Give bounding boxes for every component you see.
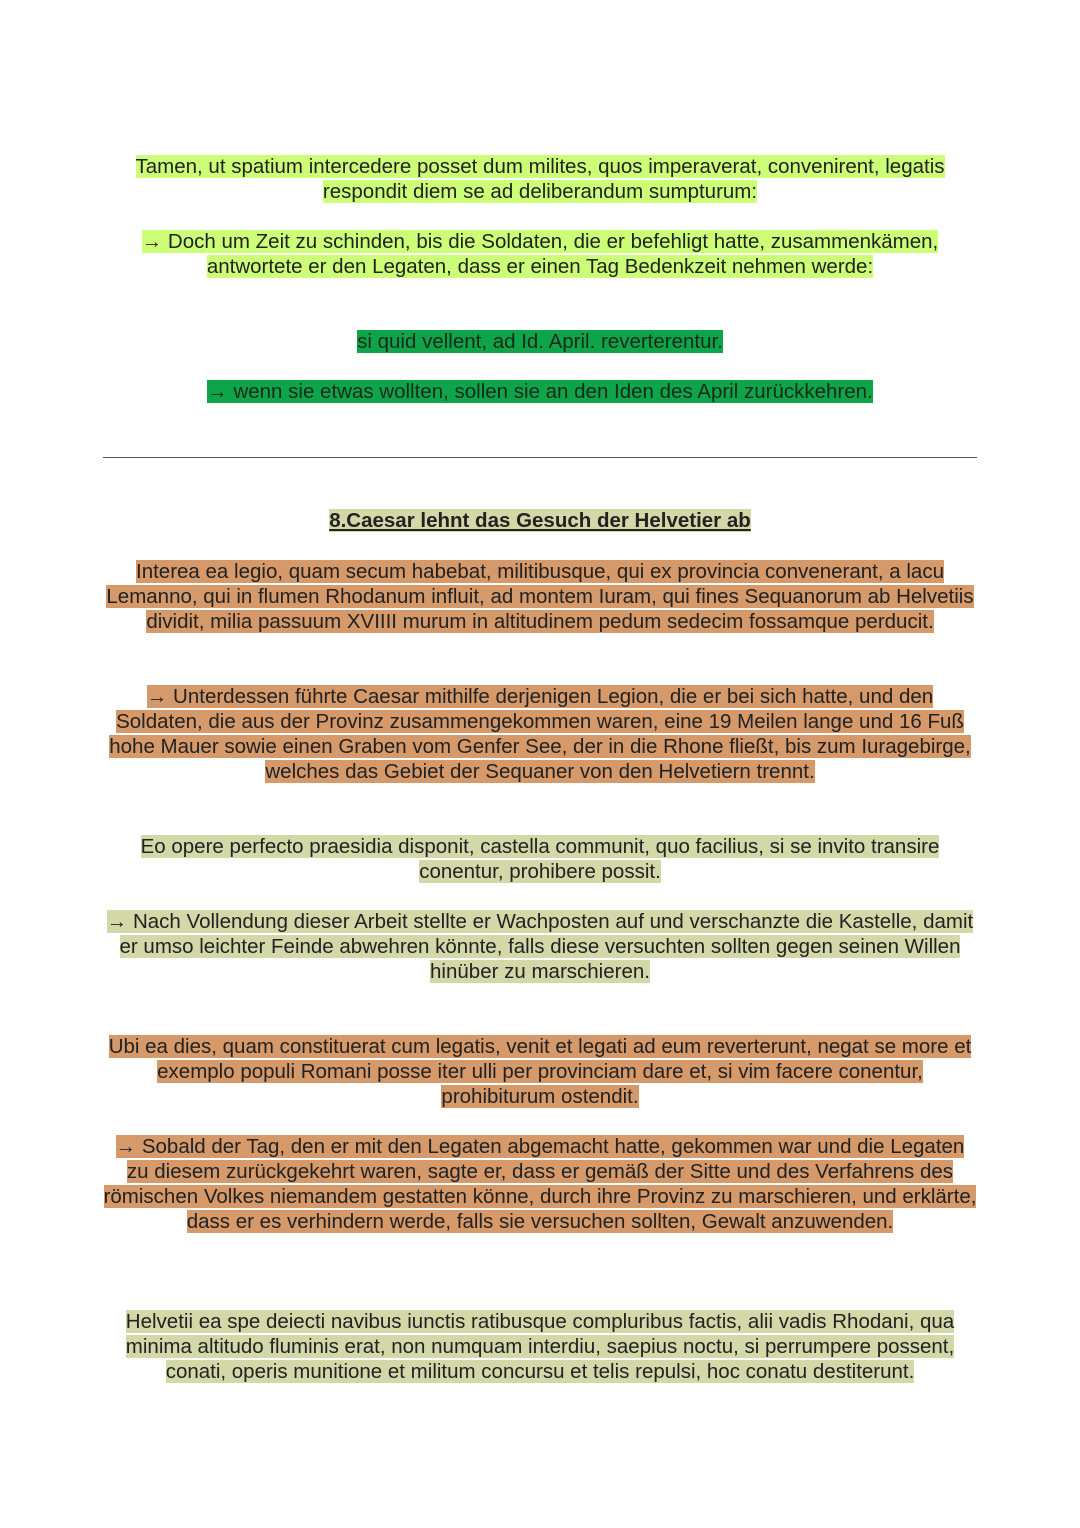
german-text: → wenn sie etwas wollten, sollen sie an den Iden des April zurückkehren. [207, 380, 873, 403]
section-heading-text: 8.Caesar lehnt das Gesuch der Helvetier ab [329, 509, 751, 532]
latin-paragraph [103, 1034, 977, 1109]
german-translation-paragraph [103, 909, 977, 984]
section-heading [103, 508, 977, 533]
section-divider [103, 457, 977, 458]
german-translation-paragraph [103, 1134, 977, 1234]
latin-paragraph [103, 1309, 977, 1384]
latin-text: Tamen, ut spatium intercedere posset dum milites, quos imperaverat, convenirent, legatis respondit diem se ad deliberandum sumpturum: [135, 155, 945, 203]
german-text: → Nach Vollendung dieser Arbeit stellte er Wachposten auf und verschanzte die Kastelle, damit er umso leichter Feinde abwehren könnte, falls diese versuchten sollten gegen seinen Willen hinüber zu marschieren. [106, 910, 974, 983]
latin-paragraph [103, 154, 977, 204]
latin-paragraph [103, 559, 977, 634]
latin-paragraph [103, 834, 977, 884]
german-translation-paragraph [103, 379, 977, 404]
german-text: → Unterdessen führte Caesar mithilfe derjenigen Legion, die er bei sich hatte, und den Soldaten, die aus der Provinz zusammengekommen waren, eine 19 Meilen lange und 16 Fuß hohe Mauer sowie einen Graben vom Genfer See, der in die Rhone fließt, bis zum Iuragebirge, welches das Gebiet der Sequaner von den Helvetiern trennt. [109, 685, 971, 783]
german-text: → Sobald der Tag, den er mit den Legaten abgemacht hatte, gekommen war und die Legaten zu diesem zurückgekehrt waren, sagte er, dass er gemäß der Sitte und des Verfahrens des römischen Volkes niemandem gestatten könne, durch ihre Provinz zu marschieren, und erklärte, dass er es verhindern werde, falls sie versuchen sollten, Gewalt anzuwenden. [103, 1135, 977, 1233]
german-translation-paragraph [103, 684, 977, 784]
latin-text: Ubi ea dies, quam constituerat cum legatis, venit et legati ad eum reverterunt, negat se more et exemplo populi Romani posse iter ulli per provinciam dare et, si vim facere conentur, prohibiturum ostendit. [108, 1035, 972, 1108]
german-text: → Doch um Zeit zu schinden, bis die Soldaten, die er befehligt hatte, zusammenkämen, antwortete er den Legaten, dass er einen Tag Bedenkzeit nehmen werde: [141, 230, 939, 278]
latin-paragraph [103, 329, 977, 354]
latin-text: Helvetii ea spe deiecti navibus iunctis ratibusque compluribus factis, alii vadis Rhodani, qua minima altitudo fluminis erat, non numquam interdiu, saepius noctu, si perrumpere possent, conati, operis munitione et militum concursu et telis repulsi, hoc conatu destiterunt. [125, 1310, 955, 1383]
latin-text: Eo opere perfecto praesidia disponit, castella communit, quo facilius, si se invito transire conentur, prohibere possit. [140, 835, 940, 883]
latin-text: si quid vellent, ad Id. April. reverterentur. [357, 330, 723, 353]
german-translation-paragraph [103, 229, 977, 279]
latin-text: Interea ea legio, quam secum habebat, militibusque, qui ex provincia convenerant, a lacu Lemanno, qui in flumen Rhodanum influit, ad montem Iuram, qui fines Sequanorum ab Helvetiis dividit, milia passuum XVIIII murum in altitudinem pedum sedecim fossamque perducit. [106, 560, 974, 633]
